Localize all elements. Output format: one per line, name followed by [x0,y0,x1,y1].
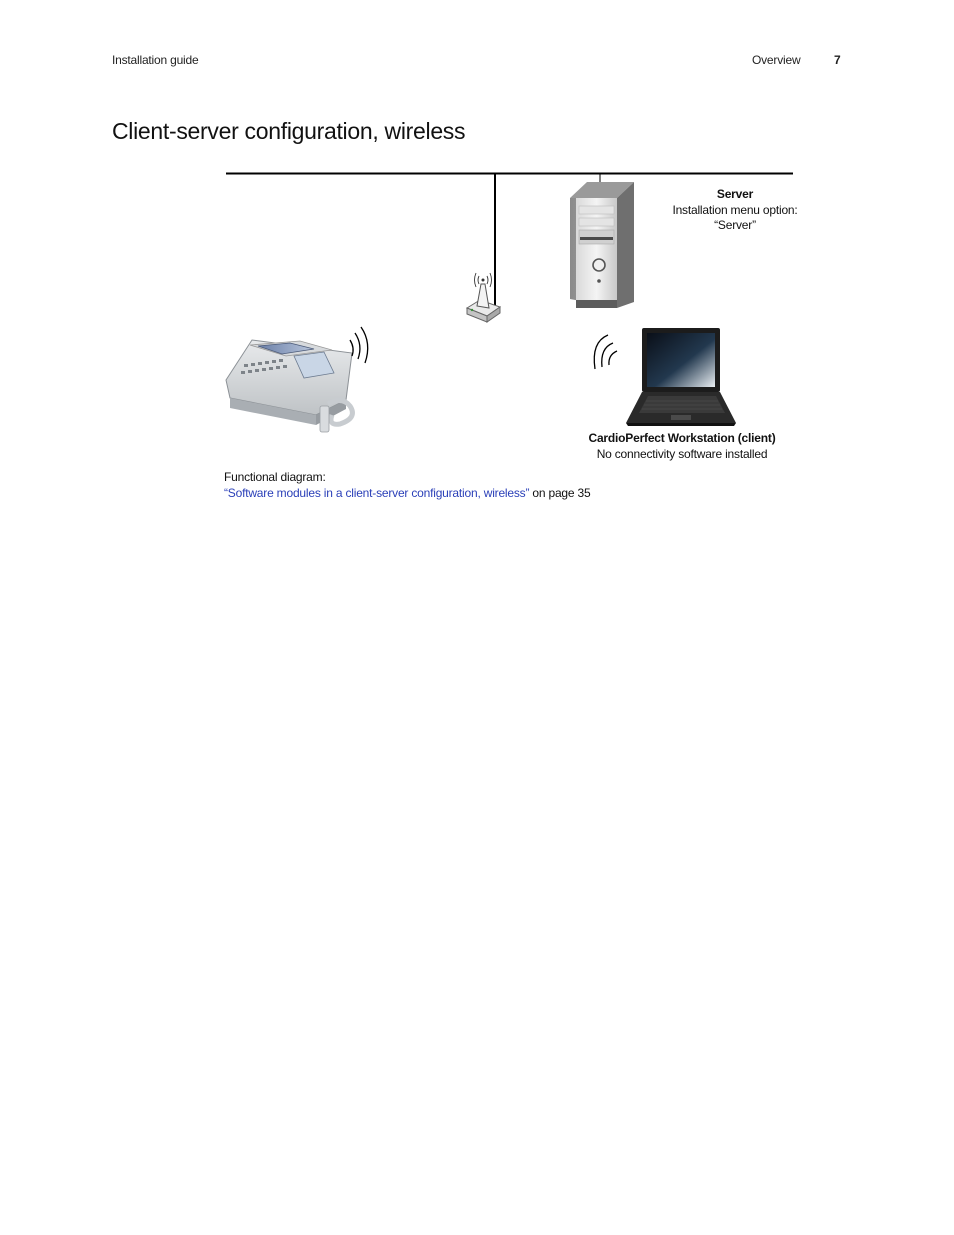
page-reference: on page 35 [529,485,591,500]
client-label [572,431,792,462]
header-page-number: 7 [834,53,841,67]
client-name: CardioPerfect Workstation (client) [588,431,776,445]
functional-diagram-label: Functional diagram: [224,470,326,484]
ecg-device-icon [226,340,352,432]
software-modules-link[interactable]: “Software modules in a client-server configuration, wireless” [224,485,530,500]
server-name: Server [716,187,754,201]
server-menu-option-value: “Server” [714,218,756,232]
functional-diagram-reference [224,470,590,501]
laptop-icon [626,328,736,426]
page-title: Client-server configuration, wireless [112,118,466,144]
wifi-signal-icon [594,335,617,369]
header-section: Overview [752,53,801,67]
tower-server-icon [570,182,634,308]
server-menu-option-label: Installation menu option: [672,202,798,217]
header-doc-title: Installation guide [112,53,199,67]
wifi-signal-icon [350,327,368,363]
server-label [664,187,806,234]
client-note: No connectivity software installed [596,446,768,461]
